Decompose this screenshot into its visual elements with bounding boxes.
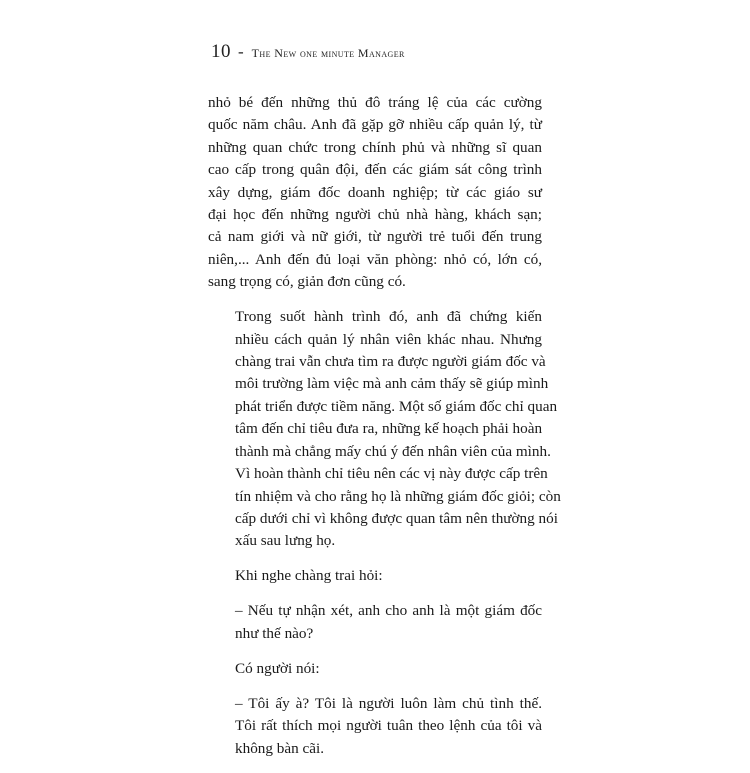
text-line: niên,... Anh đến đủ loại văn phòng: nhỏ có, lớn có, (208, 250, 542, 268)
text-line: nhiều cách quản lý nhân viên khác nhau. Nhưng (235, 330, 542, 348)
text-line: những quan chức trong chính phủ và những sĩ quan (208, 138, 542, 156)
text-line: không bàn cãi. (235, 739, 324, 757)
text-line: – Tôi ấy à? Tôi là người luôn làm chủ tình thế. (235, 694, 542, 712)
paragraph (208, 306, 561, 552)
text-line: môi trường làm việc mà anh cảm thấy sẽ giúp mình (235, 375, 549, 393)
text-line: như thế nào? (235, 624, 314, 642)
running-header (211, 41, 405, 63)
text-line: đại học đến những người chủ nhà hàng, khách sạn; (208, 206, 542, 224)
text-line: Có người nói: (235, 659, 320, 677)
text-line: cả nam giới và nữ giới, từ người trẻ tuổi đến trung (208, 228, 542, 246)
paragraph (208, 565, 542, 587)
text-line: cấp dưới chỉ vì không được quan tâm nên thường nói (235, 509, 558, 527)
text-line: tâm đến chỉ tiêu đưa ra, những kế hoạch phải hoàn (235, 420, 543, 438)
text-line: Tôi rất thích mọi người tuân theo lệnh của tôi và (235, 717, 542, 735)
page-number: 10 (211, 41, 231, 62)
text-line: sang trọng có, giản đơn cũng có. (208, 273, 406, 291)
text-line: cao cấp trong quân đội, đến các giám sát công trình (208, 161, 542, 179)
text-line: Khi nghe chàng trai hỏi: (235, 567, 383, 585)
text-line: nhỏ bé đến những thủ đô tráng lệ của các cường (208, 94, 542, 111)
text-line: Vì hoàn thành chỉ tiêu nên các vị này được cấp trên (235, 465, 548, 483)
book-title: The New one minute Manager (251, 46, 405, 60)
paragraph (208, 600, 542, 645)
text-line: xấu sau lưng họ. (235, 532, 336, 550)
text-line: thành mà chẳng mấy chú ý đến nhân viên của mình. (235, 442, 551, 460)
text-line: Trong suốt hành trình đó, anh đã chứng kiến (235, 308, 542, 326)
text-line: – Nếu tự nhận xét, anh cho anh là một giám đốc (235, 602, 542, 620)
paragraph (208, 92, 542, 294)
body-text (208, 92, 561, 773)
text-line: phát triển được tiềm năng. Một số giám đốc chỉ quan (235, 397, 558, 415)
text-line: tín nhiệm và cho rằng họ là những giám đốc giỏi; còn (235, 487, 561, 505)
header-separator: - (238, 42, 244, 61)
text-line: chàng trai vẫn chưa tìm ra được người giám đốc và (235, 353, 546, 371)
text-line: xây dựng, giám đốc doanh nghiệp; từ các giáo sư (208, 183, 542, 201)
text-line: quốc năm châu. Anh đã gặp gỡ nhiều cấp quản lý, từ (208, 116, 542, 134)
paragraph (208, 658, 542, 680)
